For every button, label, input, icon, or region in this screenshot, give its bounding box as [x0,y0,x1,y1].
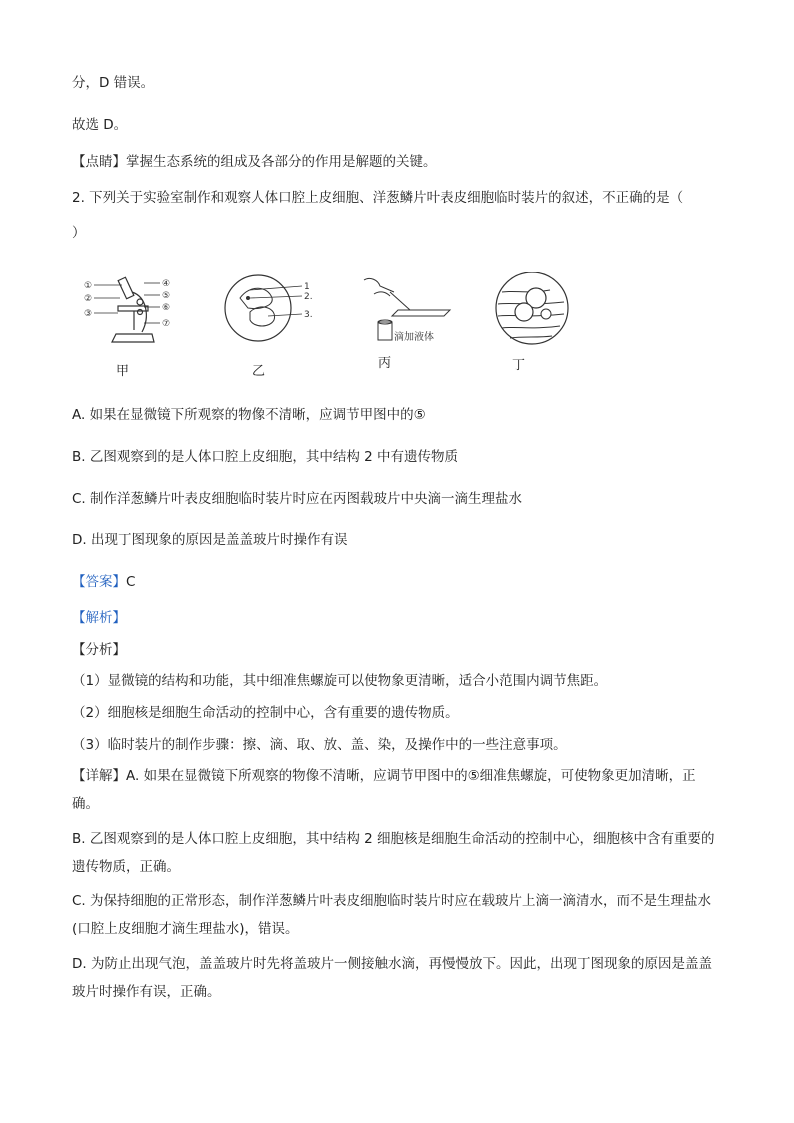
caption-bing: 丙 [378,356,392,371]
line-2: 故选 D。 [72,117,128,133]
microscope-label-5: ⑤ [162,291,171,301]
microscope-label-1: ① [84,281,93,291]
answer-label: 【答案】 [72,574,126,590]
dropper-text: 滴加液体 [394,332,434,343]
microscope-label-6: ⑥ [162,303,171,313]
analysis-point-2: （2）细胞核是细胞生命活动的控制中心，含有重要的遗传物质。 [72,705,459,721]
answer-line [72,572,135,592]
detail-c: C. 为保持细胞的正常形态，制作洋葱鳞片叶表皮细胞临时装片时应在载玻片上滴一滴清水，而不是生理盐水(口腔上皮细胞才滴生理盐水)，错误。 [72,893,712,937]
dropper-drawing [354,272,464,352]
cell-label-1: 1 [304,282,310,292]
option-b: B. 乙图观察到的是人体口腔上皮细胞，其中结构 2 中有遗传物质 [72,449,459,465]
caption-jia: 甲 [116,364,130,379]
caption-yi: 乙 [252,364,266,379]
cell-drawing [220,272,320,352]
option-a: A. 如果在显微镜下所观察的物像不清晰，应调节甲图中的⑤ [72,407,426,423]
microscope-label-3: ③ [84,309,93,319]
question-figure [72,272,592,382]
cell-label-3: 3. [304,310,313,320]
cell-figure [220,272,320,377]
cell-label-2: 2. [304,292,313,302]
caption-ding: 丁 [512,358,526,373]
microscope-drawing [82,272,192,362]
dianjing-line: 【点睛】掌握生态系统的组成及各部分的作用是解题的关键。 [72,154,437,170]
bubble-drawing [490,272,580,352]
option-d: D. 出现丁图现象的原因是盖盖玻片时操作有误 [72,532,348,548]
question-line-1: 2. 下列关于实验室制作和观察人体口腔上皮细胞、洋葱鳞片叶表皮细胞临时装片的叙述，不正确的是（ [72,190,684,206]
option-c: C. 制作洋葱鳞片叶表皮细胞临时装片时应在丙图载玻片中央滴一滴生理盐水 [72,491,523,507]
question-line-2: ） [72,225,86,241]
detail-d: D. 为防止出现气泡，盖盖玻片时先将盖玻片一侧接触水滴，再慢慢放下。因此，出现丁图现象的原因是盖盖玻片时操作有误，正确。 [72,956,712,1000]
detail-a: 【详解】A. 如果在显微镜下所观察的物像不清晰，应调节甲图中的⑤细准焦螺旋，可使物象更加清晰，正确。 [72,768,696,812]
detail-b: B. 乙图观察到的是人体口腔上皮细胞，其中结构 2 细胞核是细胞生命活动的控制中心，细胞核中含有重要的遗传物质，正确。 [72,831,715,875]
analysis-point-1: （1）显微镜的结构和功能，其中细准焦螺旋可以使物象更清晰，适合小范围内调节焦距。 [72,673,608,689]
answer-value: C [126,574,136,590]
microscope-figure [82,272,192,377]
microscope-label-4: ④ [162,279,171,289]
analysis-point-3: （3）临时装片的制作步骤：擦、滴、取、放、盖、染，及操作中的一些注意事项。 [72,737,567,753]
microscope-label-7: ⑦ [162,319,171,329]
dropper-figure [354,272,464,377]
line-1: 分，D 错误。 [72,75,155,91]
bubble-figure [490,272,580,377]
fenxi-label: 【分析】 [72,642,126,658]
analysis-label: 【解析】 [72,610,126,626]
microscope-label-2: ② [84,294,93,304]
